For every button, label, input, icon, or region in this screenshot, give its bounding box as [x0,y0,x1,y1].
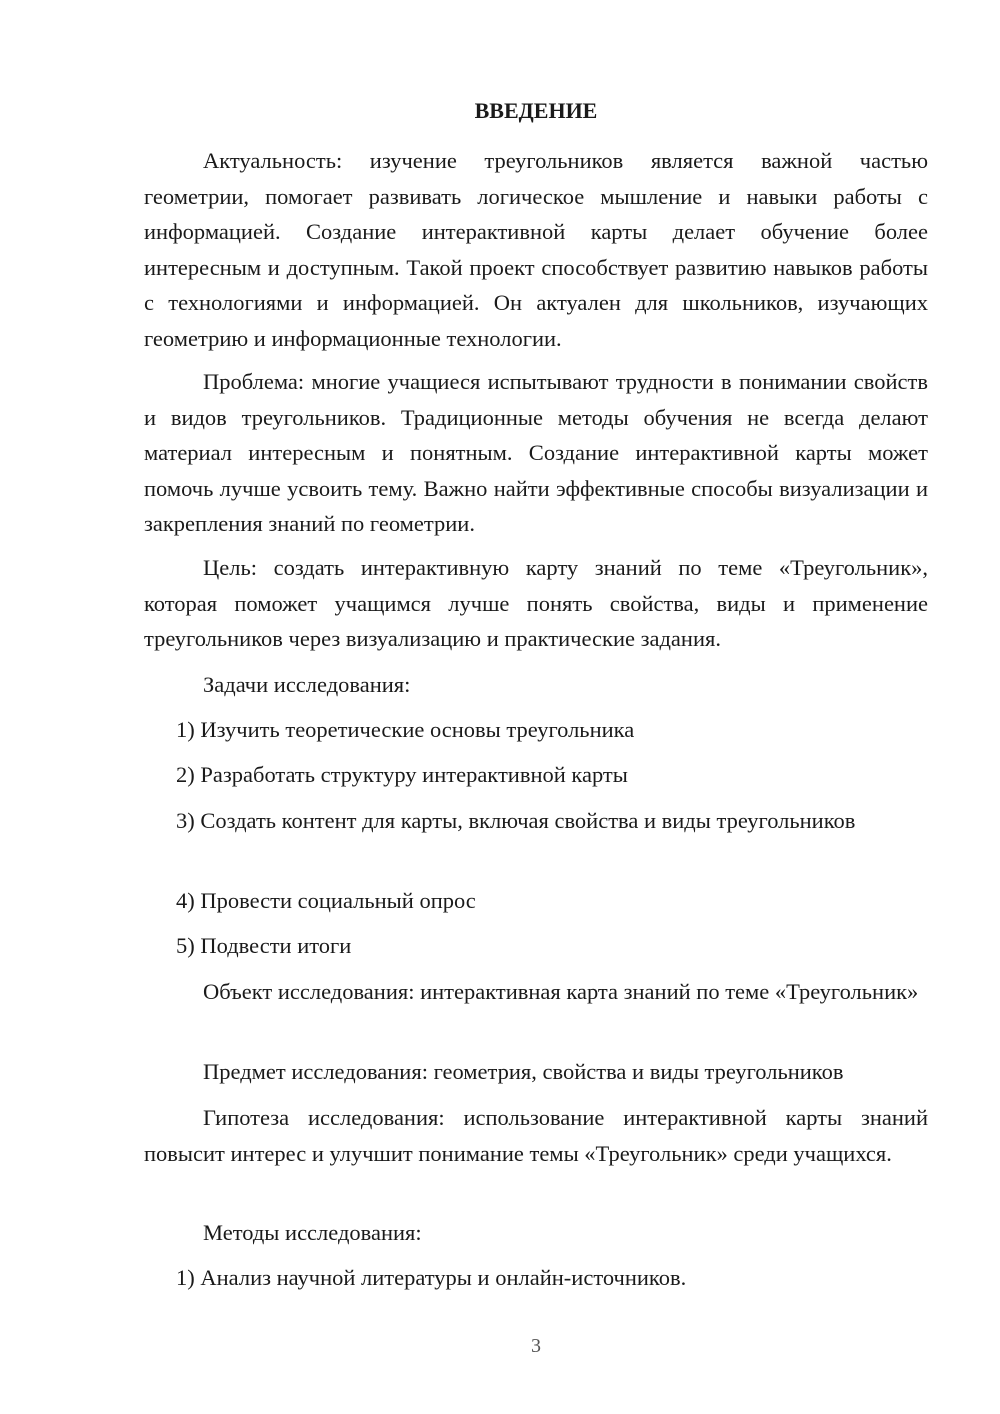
method-item-1: 1) Анализ научной литературы и онлайн-источников. [176,1265,687,1290]
page-title: ВВЕДЕНИЕ [474,98,598,123]
task-item-4: 4) Провести социальный опрос [176,888,476,913]
paragraph-problem: Проблема: многие учащиеся испытывают трудности в понимании свойств и видов треугольников. Традиционные методы обучения не всегда делают материал интересным и понятным. Создание интерактивной карты может помочь лучше усвоить тему. Важно найти эффективные способы визуализации и закрепления знаний по геометрии. [144,369,928,536]
paragraph-subject: Предмет исследования: геометрия, свойства и виды треугольников [203,1059,844,1084]
task-item-1: 1) Изучить теоретические основы треугольника [176,717,635,742]
paragraph-hypothesis: Гипотеза исследования: использование интерактивной карты знаний повысит интерес и улучшит понимание темы «Треугольник» среди учащихся. [144,1105,928,1166]
methods-heading: Методы исследования: [203,1220,422,1245]
page-number: 3 [531,1335,541,1357]
task-item-5: 5) Подвести итоги [176,933,352,958]
tasks-heading: Задачи исследования: [203,672,411,697]
paragraph-goal: Цель: создать интерактивную карту знаний по теме «Треугольник», которая поможет учащимся лучше понять свойства, виды и применение треугольников через визуализацию и практические задания. [144,555,928,651]
task-item-3: 3) Создать контент для карты, включая свойства и виды треугольников [176,808,856,833]
paragraph-relevance: Актуальность: изучение треугольников является важной частью геометрии, помогает развивать логическое мышление и навыки работы с информацией. Создание интерактивной карты делает обучение более интересным и доступным. Такой проект способствует развитию навыков работы с технологиями и информацией. Он актуален для школьников, изучающих геометрию и информационные технологии. [144,148,928,351]
task-item-2: 2) Разработать структуру интерактивной карты [176,762,628,787]
paragraph-object: Объект исследования: интерактивная карта знаний по теме «Треугольник» [203,979,919,1004]
